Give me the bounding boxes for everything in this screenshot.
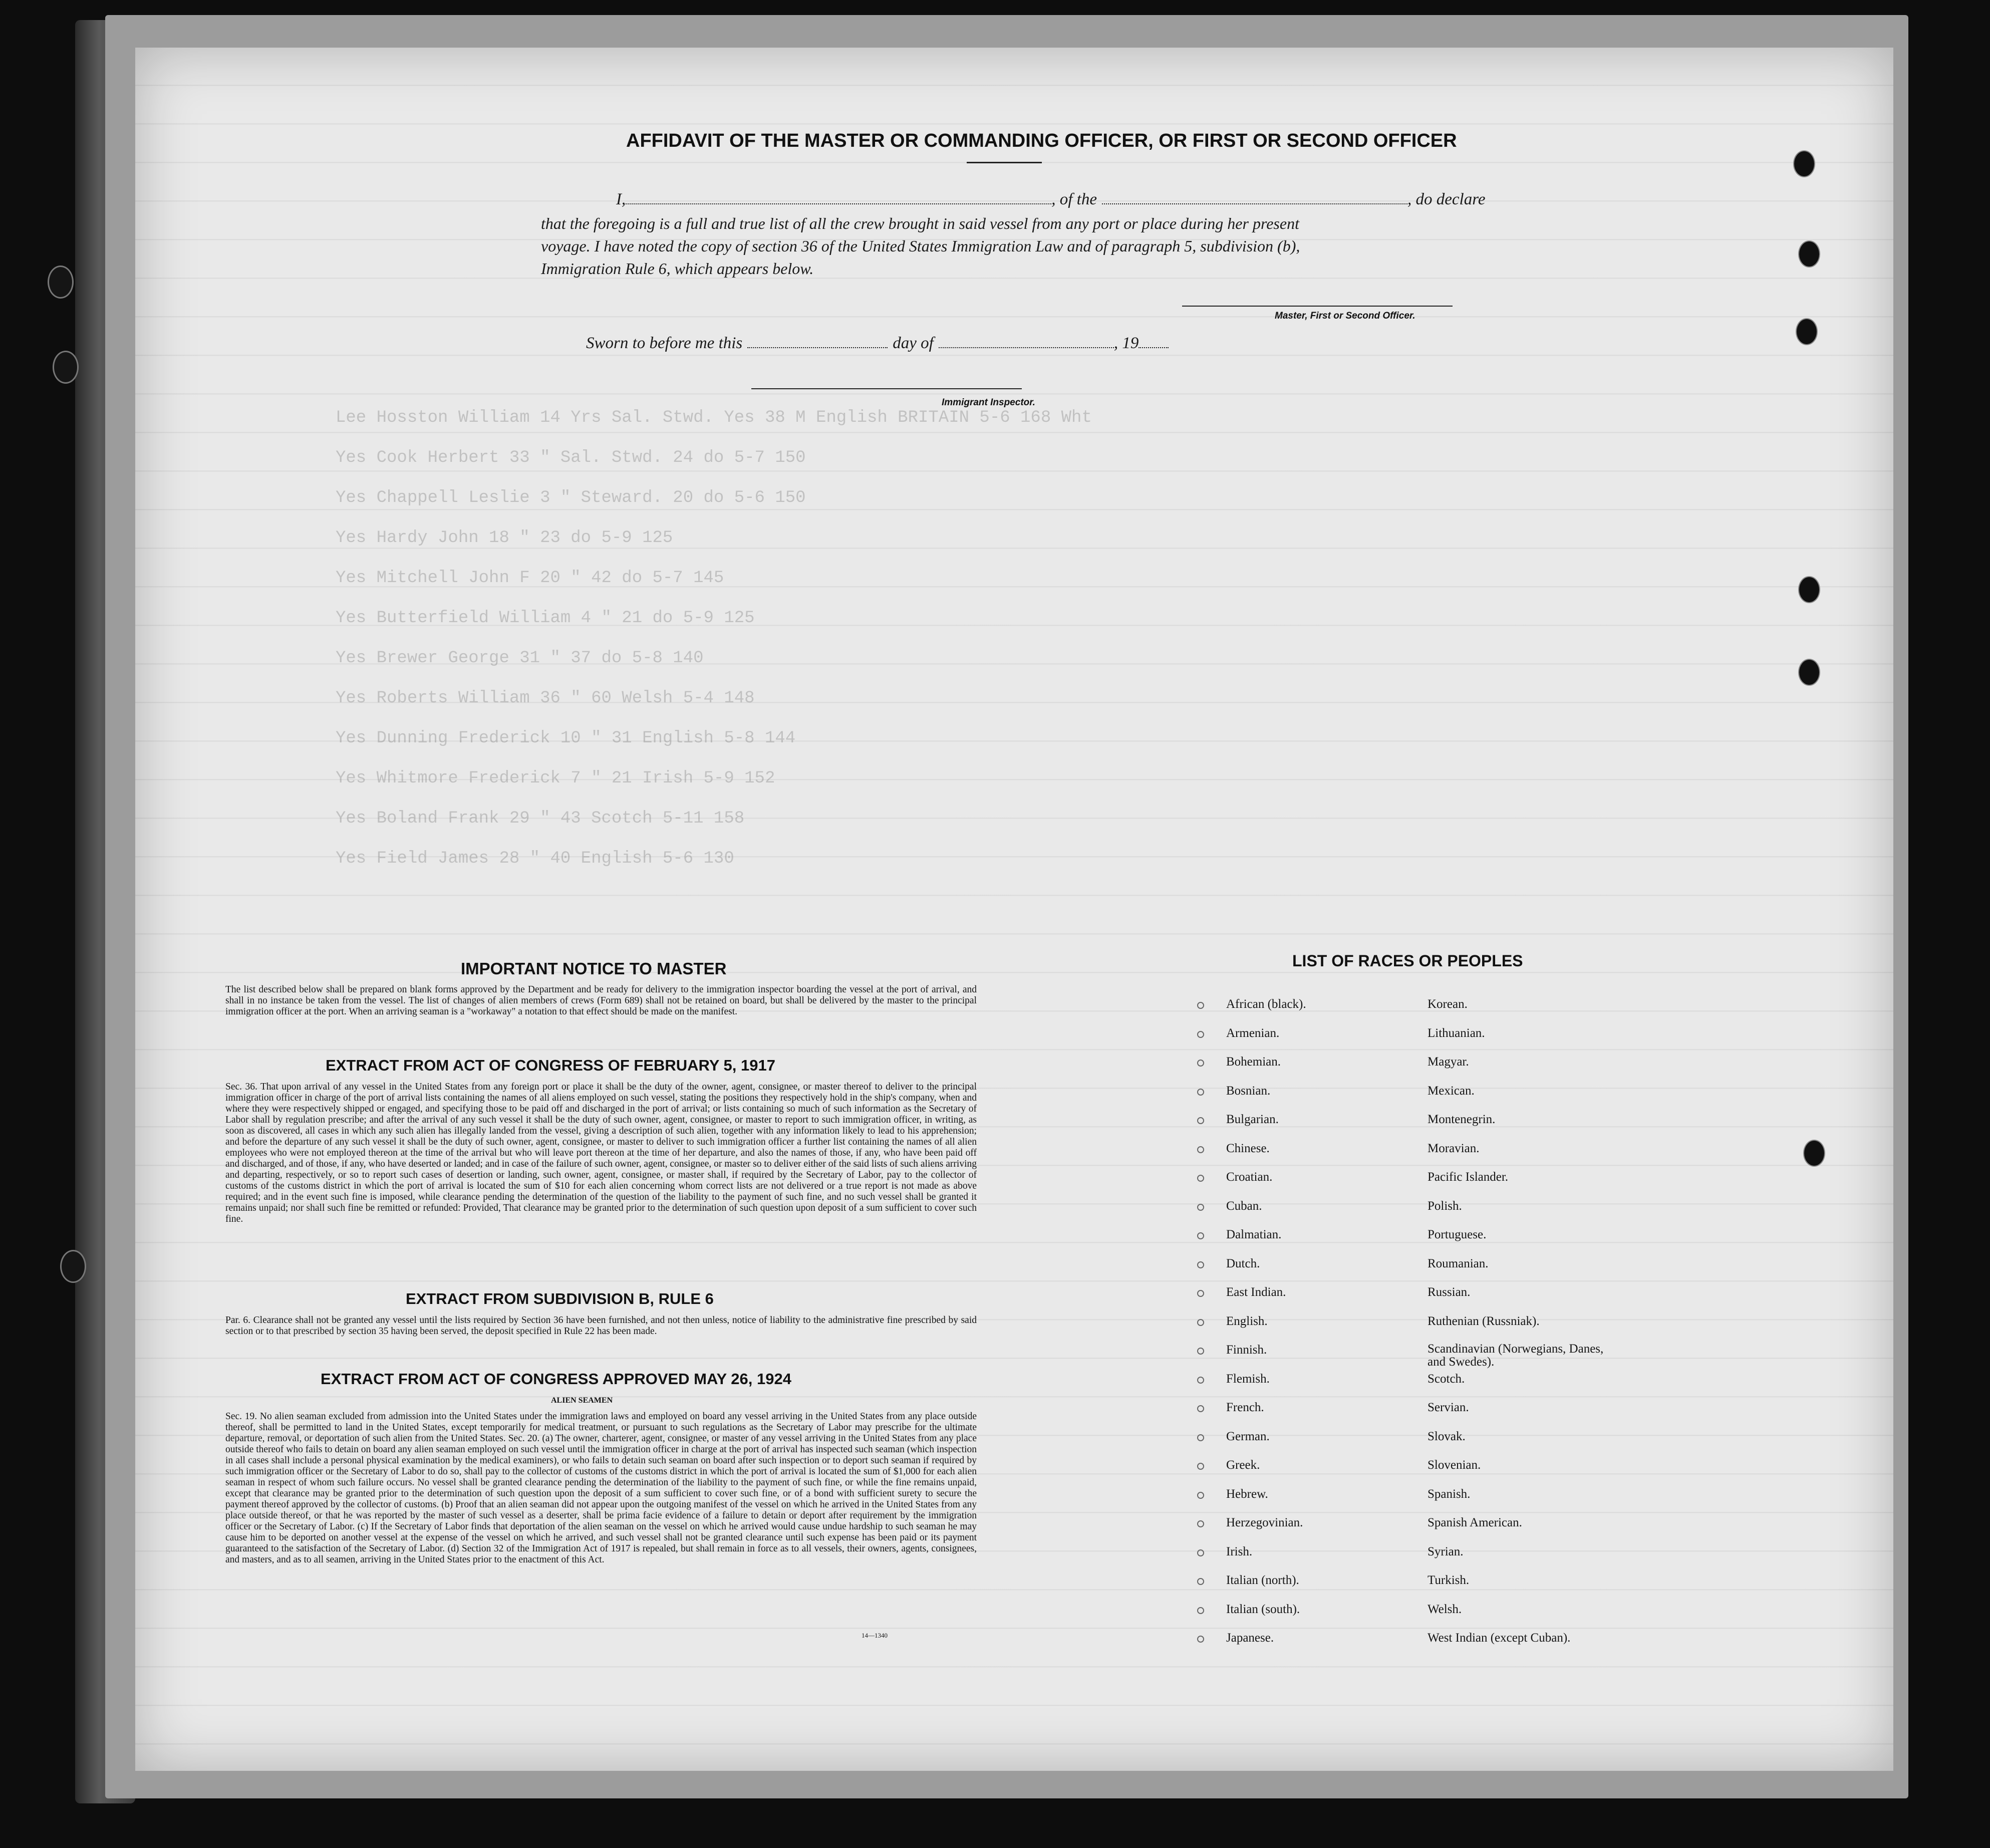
races-title: LIST OF RACES OR PEOPLES <box>1292 952 1523 970</box>
race-item: Finnish. <box>1226 1343 1267 1357</box>
vessel-blank[interactable] <box>1102 203 1407 204</box>
race-item: Syrian. <box>1428 1544 1464 1558</box>
race-item: Spanish American. <box>1428 1516 1522 1529</box>
inspector-signature-line <box>751 388 1022 389</box>
inspector-signature-label: Immigrant Inspector. <box>942 397 1035 408</box>
race-item: Spanish. <box>1428 1487 1471 1501</box>
race-bullet <box>1197 1348 1204 1355</box>
act1924-title: EXTRACT FROM ACT OF CONGRESS APPROVED MAY 26, 1924 <box>321 1370 791 1388</box>
race-item: Turkish. <box>1428 1573 1470 1587</box>
race-item: Lithuanian. <box>1428 1026 1485 1040</box>
name-blank[interactable] <box>626 203 1051 204</box>
bleed-through-text: Yes Field James 28 " 40 English 5-6 130 <box>336 849 734 868</box>
act1917-text: Sec. 36. That upon arrival of any vessel in the United States from any foreign port or place it shall be the duty of the owner, agent, consignee, or master thereof to deliver to the principal immigration officer in charge of the port of arrival lists containing the names of all aliens employed on such vessel, stating the positions they respectively hold in the ship's company, when and where they were respectively shipped or engaged, and specifying those to be paid off and discharged in the port of arrival; or lists containing so much of such information as the Secretary of Labor shall by regulation prescribe; and after the arrival of any such vessel it shall be the duty of such owner, agent, consignee, or master to report to such immigration officer, in writing, as soon as discovered, all cases in which any such alien has illegally landed from the vessel, giving a description of such alien, together with any information likely to lead to his apprehension; and before the departure of any such vessel it shall be the duty of such owner, agent, consignee, or master to deliver to such immigration officer a further list containing the names of all alien employees who were not employed thereon at the time of the arrival but who will leave port thereon at the time of her departure, and also the names of those, if any, who have been paid off and discharged, and of those, if any, who have deserted or landed; and in case of the failure of such owner, agent, consignee, or master so to deliver either of the said lists of such aliens arriving and departing, respectively, or so to report such cases of desertion or landing, such owner, agent, consignee, or master shall, if required by the Secretary of Labor, pay to the collector of customs of the customs district in which the port of arrival is located the sum of $10 for each alien concerning whom correct lists are not delivered or a true report is not made as above required; and in the event such fine is imposed, while clearance pending the determination of the question of the liability to the payment of such fine, and no such vessel shall be granted it remains unpaid; nor shall such fine be remitted or refunded: Provided, That clearance may be granted prior to the determination of such question upon deposit of a sum sufficient to cover such fine. <box>225 1082 977 1224</box>
race-item: Dutch. <box>1226 1256 1260 1270</box>
race-item: Irish. <box>1226 1544 1253 1558</box>
race-item: Flemish. <box>1226 1372 1270 1386</box>
race-bullet <box>1197 1377 1204 1384</box>
notice-title: IMPORTANT NOTICE TO MASTER <box>461 959 727 978</box>
race-bullet <box>1197 1204 1204 1211</box>
bleed-through-text: Yes Dunning Frederick 10 " 31 English 5-8 144 <box>336 729 796 748</box>
sworn-month-blank[interactable] <box>939 347 1114 348</box>
bleed-through-text: Lee Hosston William 14 Yrs Sal. Stwd. Yes 38 M English BRITAIN 5-6 168 Wht <box>336 408 1092 427</box>
binder-hole <box>53 351 79 384</box>
affidavit-declare: , do declare <box>1407 190 1486 208</box>
binder-hole <box>60 1250 86 1283</box>
race-bullet <box>1197 1175 1204 1182</box>
bleed-through-text: Yes Hardy John 18 " 23 do 5-9 125 <box>336 529 673 548</box>
rule6-title: EXTRACT FROM SUBDIVISION B, RULE 6 <box>406 1290 714 1307</box>
sworn-year: , 19 <box>1113 334 1139 352</box>
race-item: Bulgarian. <box>1226 1113 1279 1126</box>
page-hole <box>1798 240 1820 268</box>
sworn-dayof: day of <box>893 334 934 352</box>
page-hole <box>1796 318 1818 345</box>
race-bullet <box>1197 1578 1204 1585</box>
race-bullet <box>1197 1089 1204 1096</box>
race-item: West Indian (except Cuban). <box>1428 1631 1571 1645</box>
race-item: Greek. <box>1226 1458 1260 1472</box>
bleed-through-text: Yes Butterfield William 4 " 21 do 5-9 125 <box>336 609 755 628</box>
bleed-through-text: Yes Boland Frank 29 " 43 Scotch 5-11 158 <box>336 809 745 828</box>
bleed-through-text: Yes Cook Herbert 33 " Sal. Stwd. 24 do 5-7 150 <box>336 448 806 467</box>
race-item: Montenegrin. <box>1428 1113 1496 1126</box>
rule6-text: Par. 6. Clearance shall not be granted any vessel until the lists required by Section 36 have been furnished, and not then unless, notice of liability to the administrative fine prescribed by said section or to that prescribed by section 35 having been served, the deposit specified in Rule 22 has been made. <box>225 1315 977 1337</box>
race-bullet <box>1197 1319 1204 1326</box>
bleed-through-text: Yes Whitmore Frederick 7 " 21 Irish 5-9 152 <box>336 769 775 788</box>
bleed-through-text: Yes Roberts William 36 " 60 Welsh 5-4 148 <box>336 689 755 708</box>
race-item: Slovak. <box>1428 1429 1466 1443</box>
bleed-through-text: Yes Chappell Leslie 3 " Steward. 20 do 5-6 150 <box>336 488 806 507</box>
race-item: Polish. <box>1428 1199 1462 1213</box>
race-item: Armenian. <box>1226 1026 1280 1040</box>
page-hole <box>1798 659 1820 686</box>
race-bullet <box>1197 1031 1204 1038</box>
page-hole <box>1803 1140 1825 1167</box>
binder-hole <box>48 266 74 299</box>
race-item: Pacific Islander. <box>1428 1170 1509 1184</box>
race-item: German. <box>1226 1429 1270 1443</box>
race-bullet <box>1197 1549 1204 1556</box>
page-hole <box>1793 150 1815 177</box>
page-hole <box>1798 576 1820 603</box>
race-bullet <box>1197 1607 1204 1614</box>
sworn-year-blank[interactable] <box>1139 347 1169 348</box>
act1924-text: Sec. 19. No alien seaman excluded from admission into the United States under the immigration laws and employed on board any vessel arriving in the United States from any place outside thereof, shall be permitted to land in the United States, except temporarily for medical treatment, or pursuant to such regulations as the Secretary of Labor may prescribe for the ultimate departure, removal, or deportation of such alien from the United States. Sec. 20. (a) The owner, charterer, agent, consignee, or master of any vessel arriving in the United States from any place outside thereof who fails to detain on board any alien seaman employed on such vessel until the immigration officer in charge at the port of arrival has inspected such seaman (which inspection in all cases shall include a personal physical examination by the medical examiners), or who fails to detain such seaman on board after such inspection or to deport such seaman if required by such immigration officer or the Secretary of Labor to do so, shall pay to the collector of customs of the customs district in which the port of arrival is located the sum of $1,000 for each alien seaman in respect of whom such failure occurs. No vessel shall be granted clearance pending the determination of the liability to the payment of such fine, or while the fine remains unpaid, except that clearance may be granted prior to the determination of such question upon the deposit of a sum sufficient to cover such fine, or of a bond with sufficient surety to secure the payment thereof approved by the collector of customs. (b) Proof that an alien seaman did not appear upon the outgoing manifest of the vessel on which he arrived in the United States from any place outside thereof, or that he was reported by the master of such vessel as a deserter, shall be prima facie evidence of a failure to detain or deport after requirement by the immigration officer or the Secretary of Labor. (c) If the Secretary of Labor finds that deportation of the alien seaman on the vessel on which he arrived would cause undue hardship to such seaman he may cause him to be deported on another vessel at the expense of the vessel on which he arrived, and such vessel shall not be granted clearance until such expense has been paid or its payment guaranteed to the satisfaction of the Secretary of Labor. (d) Section 32 of the Immigration Act of 1917 is repealed, but shall remain in force as to all vessels, their owners, agents, consignees, and masters, and as to all seamen, arriving in the United States prior to the enactment of this Act. <box>225 1411 977 1565</box>
affidavit-line-3: voyage. I have noted the copy of section 36 of the United States Immigration Law and of paragraph 5, subdivision (b), <box>541 237 1300 255</box>
race-item: Servian. <box>1428 1401 1469 1414</box>
race-item: African (black). <box>1226 997 1306 1011</box>
affidavit-i: I, <box>616 190 626 208</box>
race-bullet <box>1197 1636 1204 1643</box>
race-item: Magyar. <box>1428 1055 1469 1069</box>
master-signature-line <box>1182 306 1453 307</box>
race-item: Scotch. <box>1428 1372 1465 1386</box>
race-item: Dalmatian. <box>1226 1228 1282 1241</box>
bleed-through-text: Yes Brewer George 31 " 37 do 5-8 140 <box>336 649 704 668</box>
sworn-day-blank[interactable] <box>747 347 888 348</box>
race-item: Cuban. <box>1226 1199 1262 1213</box>
race-item: Hebrew. <box>1226 1487 1268 1501</box>
affidavit-line-4: Immigration Rule 6, which appears below. <box>541 259 814 278</box>
race-bullet <box>1197 1232 1204 1239</box>
race-bullet <box>1197 1261 1204 1268</box>
race-item: Herzegovinian. <box>1226 1516 1303 1529</box>
notice-text: The list described below shall be prepared on blank forms approved by the Department and be ready for delivery to the immigration inspector boarding the vessel at the port of arrival, and shall in no instance be taken from the vessel. The list of changes of alien members of crews (Form 689) shall not be retained on board, but shall be delivered by the master to the principal immigration officer at the port. When an arriving seaman is a "workaway" a notation to that effect should be made on the manifest. <box>225 984 977 1017</box>
race-item: Chinese. <box>1226 1141 1270 1155</box>
race-item: Russian. <box>1428 1285 1471 1299</box>
race-item: Portuguese. <box>1428 1228 1487 1241</box>
race-bullet <box>1197 1520 1204 1527</box>
sworn-text: Sworn to before me this <box>586 334 743 352</box>
race-bullet <box>1197 1463 1204 1470</box>
race-bullet <box>1197 1146 1204 1153</box>
act1924-subtitle: ALIEN SEAMEN <box>551 1396 613 1405</box>
race-item: Japanese. <box>1226 1631 1274 1645</box>
title-underline <box>967 162 1042 163</box>
affidavit-line-1 <box>586 190 1485 209</box>
race-item: Bohemian. <box>1226 1055 1281 1069</box>
sworn-line <box>586 334 1169 353</box>
manifest-page <box>135 48 1893 1771</box>
race-bullet <box>1197 1060 1204 1067</box>
form-number: 14—1340 <box>862 1632 888 1639</box>
race-bullet <box>1197 1290 1204 1297</box>
race-bullet <box>1197 1002 1204 1009</box>
race-item: Italian (north). <box>1226 1573 1299 1587</box>
race-item: Moravian. <box>1428 1141 1480 1155</box>
race-item: Korean. <box>1428 997 1468 1011</box>
race-item: Mexican. <box>1428 1084 1475 1098</box>
race-bullet <box>1197 1434 1204 1441</box>
master-signature-label: Master, First or Second Officer. <box>1275 311 1415 321</box>
race-bullet <box>1197 1405 1204 1412</box>
affidavit-title: AFFIDAVIT OF THE MASTER OR COMMANDING OFFICER, OR FIRST OR SECOND OFFICER <box>626 130 1457 151</box>
act1917-title: EXTRACT FROM ACT OF CONGRESS OF FEBRUARY 5, 1917 <box>326 1057 775 1074</box>
race-item: Slovenian. <box>1428 1458 1481 1472</box>
race-item: Scandinavian (Norwegians, Danes, and Swedes). <box>1428 1342 1604 1369</box>
affidavit-line-2: that the foregoing is a full and true list of all the crew brought in said vessel from any port or place during her present <box>541 214 1299 232</box>
race-item: Roumanian. <box>1428 1256 1489 1270</box>
race-bullet <box>1197 1492 1204 1499</box>
race-item: Ruthenian (Russniak). <box>1428 1314 1540 1328</box>
race-item: French. <box>1226 1401 1264 1414</box>
race-item: Bosnian. <box>1226 1084 1271 1098</box>
race-item: Italian (south). <box>1226 1602 1300 1616</box>
race-item: Croatian. <box>1226 1170 1273 1184</box>
race-item: Welsh. <box>1428 1602 1462 1616</box>
affidavit-of-the: , of the <box>1051 190 1097 208</box>
bleed-through-text: Yes Mitchell John F 20 " 42 do 5-7 145 <box>336 569 724 588</box>
race-bullet <box>1197 1117 1204 1124</box>
race-item: East Indian. <box>1226 1285 1286 1299</box>
race-item: English. <box>1226 1314 1268 1328</box>
